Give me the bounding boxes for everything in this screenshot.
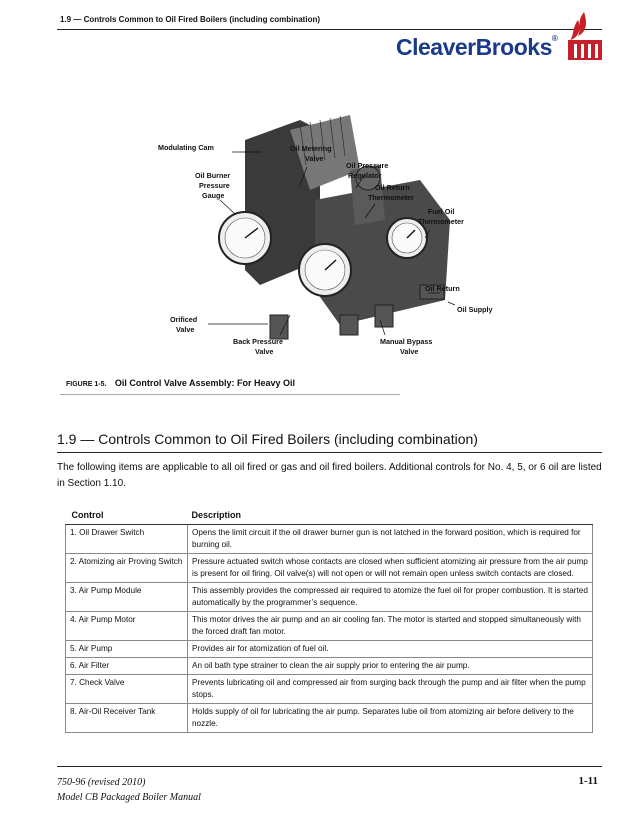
description-cell: Provides air for atomization of fuel oil. <box>188 641 593 658</box>
oil-control-valve-figure <box>150 110 505 370</box>
label-oil-burner-2: Pressure <box>199 181 230 190</box>
control-cell: 4. Air Pump Motor <box>66 612 188 641</box>
footer-info <box>57 775 201 805</box>
description-cell: Holds supply of oil for lubricating the air pump. Separates lube oil from atomizing air before delivery to the nozzle. <box>188 704 593 733</box>
page-number: 1-11 <box>578 775 598 787</box>
table-row <box>66 658 593 675</box>
label-modulating-cam: Modulating Cam <box>158 143 214 152</box>
control-cell: 1. Oil Drawer Switch <box>66 525 188 554</box>
label-oil-supply: Oil Supply <box>457 305 493 314</box>
label-oil-metering-valve: Oil Metering <box>290 144 332 153</box>
label-oil-return-thermometer-2: Thermometer <box>368 193 414 202</box>
valve-assembly-illustration <box>150 110 505 370</box>
table-row <box>66 583 593 612</box>
label-oil-pressure-regulator-2: Regulator <box>348 171 382 180</box>
label-fuel-oil-thermometer: Fuel Oil <box>428 207 455 216</box>
logo-wordmark: CleaverBrooks® <box>396 34 558 60</box>
control-cell: 3. Air Pump Module <box>66 583 188 612</box>
column-header-control: Control <box>66 504 188 525</box>
table-row <box>66 641 593 658</box>
label-orificed-valve: Orificed <box>170 315 198 324</box>
control-cell: 6. Air Filter <box>66 658 188 675</box>
section-rule <box>57 452 602 453</box>
control-cell: 2. Atomizing air Proving Switch <box>66 554 188 583</box>
section-title: 1.9 — Controls Common to Oil Fired Boilers (including combination) <box>57 431 478 447</box>
control-cell: 8. Air-Oil Receiver Tank <box>66 704 188 733</box>
label-oil-return: Oil Return <box>425 284 460 293</box>
label-manual-bypass-valve-2: Valve <box>400 347 419 356</box>
running-head: 1.9 — Controls Common to Oil Fired Boilers (including combination) <box>60 15 321 24</box>
table-header-row <box>66 504 593 525</box>
manual-title: Model CB Packaged Boiler Manual <box>57 792 201 803</box>
cleaver-brooks-logo <box>396 10 606 72</box>
table-row <box>66 675 593 704</box>
label-fuel-oil-thermometer-2: Thermometer <box>418 217 464 226</box>
label-oil-burner-3: Gauge <box>202 191 225 200</box>
control-cell: 5. Air Pump <box>66 641 188 658</box>
doc-number: 750-96 (revised 2010) <box>57 777 146 788</box>
label-orificed-valve-2: Valve <box>176 325 195 334</box>
label-back-pressure-valve: Back Pressure <box>233 337 283 346</box>
label-oil-burner: Oil Burner <box>195 171 231 180</box>
label-oil-metering-valve-2: Valve <box>305 154 324 163</box>
control-cell: 7. Check Valve <box>66 675 188 704</box>
footer-rule <box>57 766 602 767</box>
table-row <box>66 554 593 583</box>
description-cell: Pressure actuated switch whose contacts are closed when sufficient atomizing air pressure from the air pump is present for oil firing. Oil valve(s) will not open or will not remain open unless switch contacts are closed. <box>188 554 593 583</box>
description-cell: Prevents lubricating oil and compressed air from surging back through the pump and air filter when the pump stops. <box>188 675 593 704</box>
column-header-description: Description <box>188 504 593 525</box>
controls-table <box>65 504 593 733</box>
figure-caption <box>66 378 295 388</box>
figure-title: Oil Control Valve Assembly: For Heavy Oil <box>114 378 296 388</box>
figure-caption-rule <box>60 394 400 395</box>
table-row <box>66 525 593 554</box>
label-oil-return-thermometer: Oil Return <box>375 183 410 192</box>
description-cell: This motor drives the air pump and an air cooling fan. The motor is started and stopped simultaneously with the forced draft fan motor. <box>188 612 593 641</box>
label-back-pressure-valve-2: Valve <box>255 347 274 356</box>
label-manual-bypass-valve: Manual Bypass <box>380 337 433 346</box>
figure-number: FIGURE 1-5. <box>66 381 107 388</box>
table-row <box>66 612 593 641</box>
label-oil-pressure-regulator: Oil Pressure <box>346 161 389 170</box>
description-cell: Opens the limit circuit if the oil drawer burner gun is not latched in the forward position, which is required for burning oil. <box>188 525 593 554</box>
description-cell: An oil bath type strainer to clean the air supply prior to entering the air pump. <box>188 658 593 675</box>
section-intro: The following items are applicable to all oil fired or gas and oil fired boilers. Additional controls for No. 4, 5, or 6 oil are listed in Section 1.10. <box>57 462 602 489</box>
description-cell: This assembly provides the compressed air required to atomize the fuel oil for proper combustion. It is started automatically by the programmer’s sequence. <box>188 583 593 612</box>
table-row <box>66 704 593 733</box>
